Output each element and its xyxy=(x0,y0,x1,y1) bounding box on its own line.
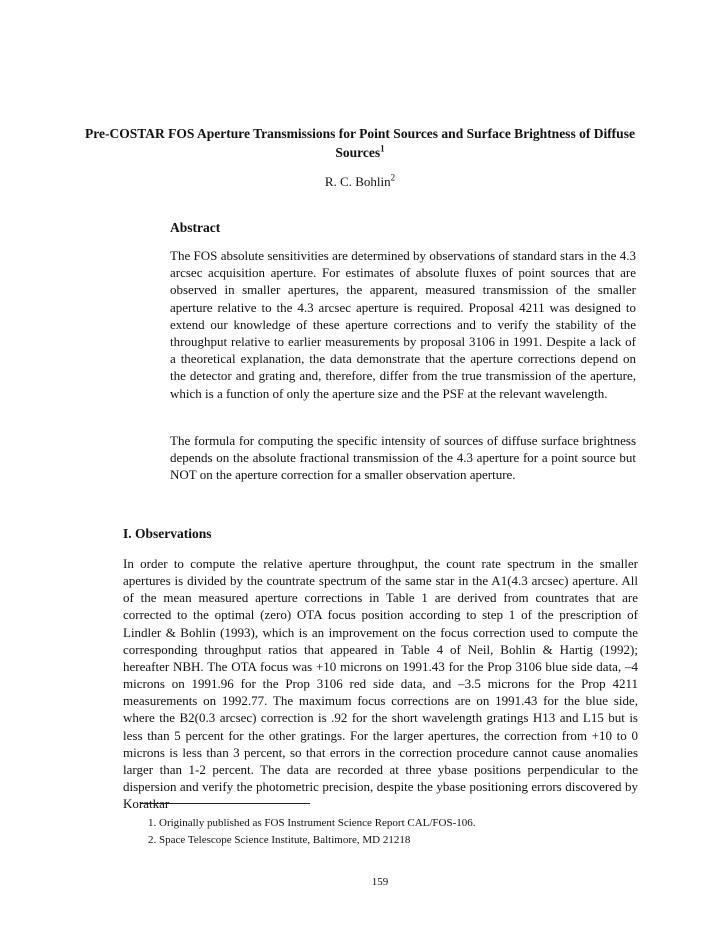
body-paragraph: In order to compute the relative aperture throughput, the count rate spectrum in the smaller apertures is divided by the countrate spectrum of the same star in the A1(4.3 arcsec) aperture. All of the mean measured aperture corrections in Table 1 are derived from countrates that are corrected to the optimal (zero) OTA focus position according to step 1 of the prescription of Lindler & Bohlin (1993), which is an improvement on the focus correction used to compute the corresponding throughput ratios that appeared in Table 4 of Neil, Bohlin & Hartig (1992); hereafter NBH. The OTA focus was +10 microns on 1991.43 for the Prop 3106 blue side data, –4 microns on 1991.96 for the Prop 3106 red side data, and –3.5 microns for the Prop 4211 measurements on 1992.77. The maximum focus corrections are on 1991.43 for the blue side, where the B2(0.3 arcsec) correction is .92 for the short wavelength gratings H13 and L15 but is less than 5 percent for the other gratings. For the larger apertures, the correction from +10 to 0 microns is less than 3 percent, so that errors in the correction procedure cannot cause anomalies larger than 1-2 percent. The data are recorded at three ybase positions perpendicular to the dispersion and verify the photometric precision, despite the ybase positioning errors discovered by Koratkar xyxy=(123,556,638,812)
author-footnote-mark: 2 xyxy=(390,172,396,183)
page-number: 159 xyxy=(371,876,389,888)
author-line xyxy=(60,172,660,191)
footnotes xyxy=(148,815,476,849)
paper-title xyxy=(60,124,660,162)
paper-title-text: Pre-COSTAR FOS Aperture Transmissions for Point Sources and Surface Brightness of Diffuse Sources xyxy=(85,126,635,160)
abstract-paragraph: The formula for computing the specific intensity of sources of diffuse surface brightness depends on the absolute fractional transmission of the 4.3 aperture for a point source but NOT on the aperture correction for a smaller observation aperture. xyxy=(170,433,636,483)
author-name: R. C. Bohlin xyxy=(324,174,391,189)
section-heading: I. Observations xyxy=(123,526,212,541)
footnote-1: 1. Originally published as FOS Instrument Science Report CAL/FOS-106. xyxy=(148,817,476,829)
abstract-heading: Abstract xyxy=(170,220,221,235)
abstract-paragraph: The FOS absolute sensitivities are determined by observations of standard stars in the 4.3 arcsec acquisition aperture. For estimates of absolute fluxes of point sources that are observed in smaller apertures, the apparent, measured transmission of the smaller aperture relative to the 4.3 arcsec aperture is required. Proposal 4211 was designed to extend our knowledge of these aperture corrections and to verify the stability of the throughput relative to earlier measurements by proposal 3106 in 1991. Despite a lack of a theoretical explanation, the data demonstrate that the aperture corrections depend on the detector and grating and, therefore, differ from the true transmission of the aperture, which is a function of only the aperture size and the PSF at the relevant wavelength. xyxy=(170,248,636,401)
footnote-divider xyxy=(140,803,310,804)
footnote-2: 2. Space Telescope Science Institute, Baltimore, MD 21218 xyxy=(148,834,411,846)
title-footnote-mark: 1 xyxy=(380,143,385,154)
